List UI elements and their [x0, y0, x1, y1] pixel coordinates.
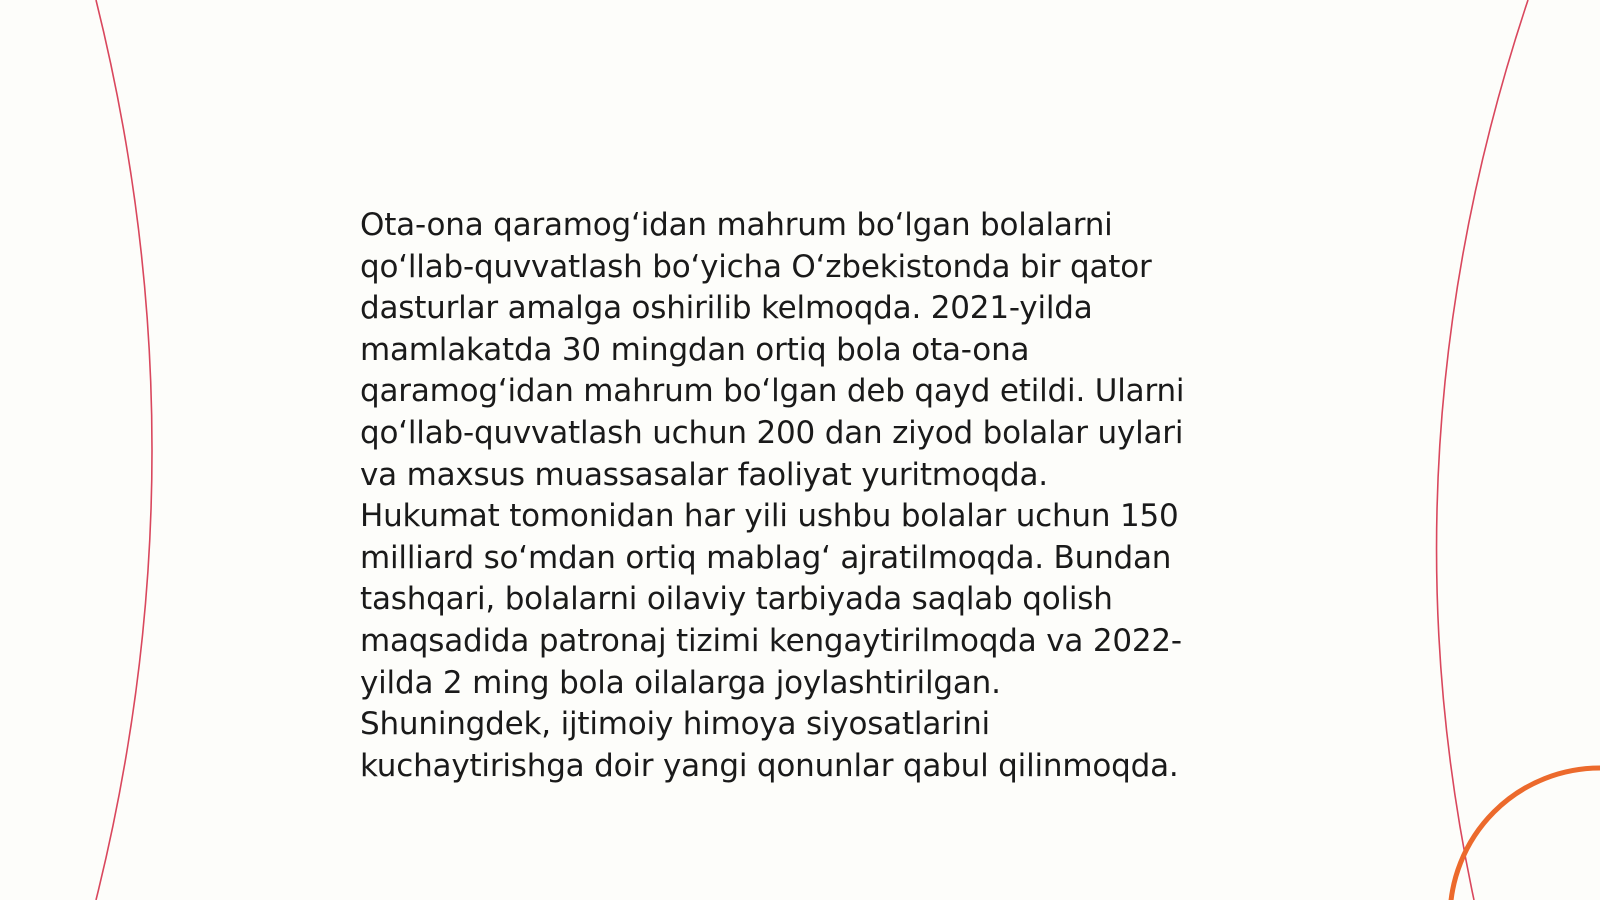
- text-line: qaramogʻidan mahrum boʻlgan deb qayd etildi. Ularni: [360, 373, 1185, 410]
- text-line: maqsadida patronaj tizimi kengaytirilmoqda va 2022-: [360, 622, 1182, 659]
- text-line: milliard soʻmdan ortiq mablagʻ ajratilmoqda. Bundan: [360, 539, 1172, 576]
- text-line: Ota-ona qaramogʻidan mahrum boʻlgan bolalarni: [360, 207, 1113, 243]
- right-curve-line: [1437, 0, 1528, 900]
- accent-arc: [1450, 768, 1600, 900]
- text-line: Shuningdek, ijtimoiy himoya siyosatlarini: [360, 706, 990, 743]
- text-line: qoʻllab-quvvatlash boʻyicha Oʻzbekistonda bir qator: [360, 248, 1152, 285]
- left-curve-line: [96, 0, 152, 900]
- text-line: mamlakatda 30 mingdan ortiq bola ota-ona: [360, 331, 1030, 368]
- text-line: tashqari, bolalarni oilaviy tarbiyada saqlab qolish: [360, 581, 1113, 618]
- text-line: va maxsus muassasalar faoliyat yuritmoqda.: [360, 456, 1048, 493]
- text-line: dasturlar amalga oshirilib kelmoqda. 2021-yilda: [360, 290, 1093, 327]
- text-line: qoʻllab-quvvatlash uchun 200 dan ziyod bolalar uylari: [360, 414, 1184, 451]
- text-line: Hukumat tomonidan har yili ushbu bolalar uchun 150: [360, 498, 1179, 535]
- slide-body-text: [360, 205, 1260, 787]
- text-line: kuchaytirishga doir yangi qonunlar qabul qilinmoqda.: [360, 747, 1179, 784]
- text-line: yilda 2 ming bola oilalarga joylashtirilgan.: [360, 664, 1001, 701]
